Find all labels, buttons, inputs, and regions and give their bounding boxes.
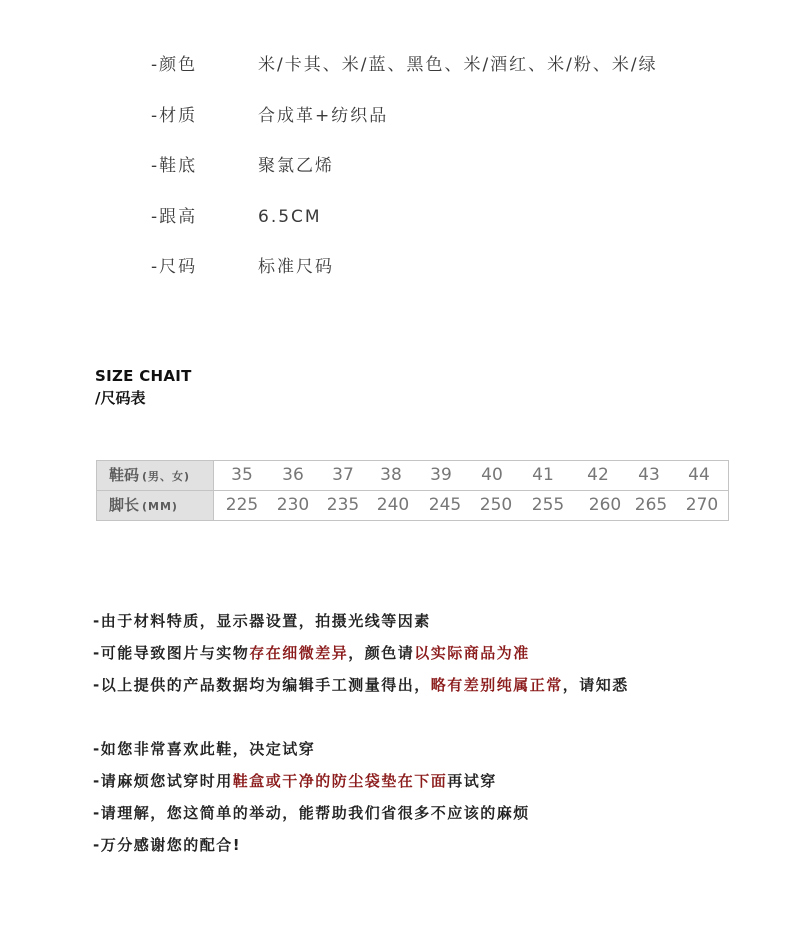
size-cell: 41: [532, 465, 554, 485]
note-highlight: 以实际商品为准: [414, 644, 530, 662]
length-cell: 230: [276, 495, 310, 515]
size-cell: 43: [638, 465, 660, 485]
foot-length-row-sublabel: (MM): [142, 500, 178, 513]
length-cell: 235: [326, 495, 360, 515]
length-cell: 270: [685, 495, 719, 515]
size-cell: 39: [430, 465, 452, 485]
note-highlight: 略有差别纯属正常: [430, 676, 563, 694]
length-cell: 260: [588, 495, 622, 515]
spec-value: 米/卡其、米/蓝、黑色、米/酒红、米/粉、米/绿: [258, 55, 658, 75]
size-cell: 36: [282, 465, 304, 485]
note-text: -以上提供的产品数据均为编辑手工测量得出，: [93, 676, 431, 694]
spec-label: -材质: [151, 106, 198, 126]
note-text: ，颜色请: [348, 644, 415, 662]
foot-length-row-label: 脚长: [109, 496, 140, 514]
size-cell: 40: [481, 465, 503, 485]
spec-value: 合成革+纺织品: [258, 106, 389, 126]
length-cell: 265: [634, 495, 668, 515]
size-chart-subtitle: /尺码表: [95, 389, 146, 407]
note-line: [93, 642, 530, 664]
length-cell: 225: [225, 495, 259, 515]
note-line: [93, 674, 629, 696]
size-table: [96, 460, 729, 521]
size-chart-title: SIZE CHAIT: [95, 367, 192, 385]
note-text: 再试穿: [447, 772, 497, 790]
size-cell: 44: [688, 465, 710, 485]
spec-label: -跟高: [151, 207, 198, 227]
spec-label: -鞋底: [151, 156, 198, 176]
foot-length-row: [97, 491, 728, 520]
spec-label: -颜色: [151, 55, 198, 75]
note-highlight: 存在细微差异: [249, 644, 349, 662]
note-line: [93, 770, 497, 792]
length-cell: 240: [376, 495, 410, 515]
note-line: -由于材料特质，显示器设置，拍摄光线等因素: [93, 612, 431, 630]
spec-value: 聚氯乙烯: [258, 156, 334, 176]
foot-length-row-header: [97, 491, 214, 520]
note-line: -请理解，您这简单的举动，能帮助我们省很多不应该的麻烦: [93, 804, 530, 822]
note-line: -万分感谢您的配合!: [93, 836, 242, 854]
size-row-label: 鞋码: [109, 466, 140, 484]
note-highlight: 鞋盒或干净的防尘袋垫在下面: [232, 772, 448, 790]
spec-value: 6.5CM: [258, 207, 322, 227]
length-cell: 245: [428, 495, 462, 515]
size-cell: 38: [380, 465, 402, 485]
note-line: -如您非常喜欢此鞋，决定试穿: [93, 740, 316, 758]
size-cell: 35: [231, 465, 253, 485]
note-text: -可能导致图片与实物: [93, 644, 250, 662]
size-row: [97, 461, 728, 491]
note-text: -请麻烦您试穿时用: [93, 772, 233, 790]
length-cell: 255: [531, 495, 565, 515]
length-cell: 250: [479, 495, 513, 515]
size-row-sublabel: (男、女): [142, 470, 191, 483]
size-row-header: [97, 461, 214, 490]
size-cell: 37: [332, 465, 354, 485]
note-text: ，请知悉: [562, 676, 629, 694]
spec-value: 标准尺码: [258, 257, 334, 277]
spec-label: -尺码: [151, 257, 198, 277]
size-cell: 42: [587, 465, 609, 485]
